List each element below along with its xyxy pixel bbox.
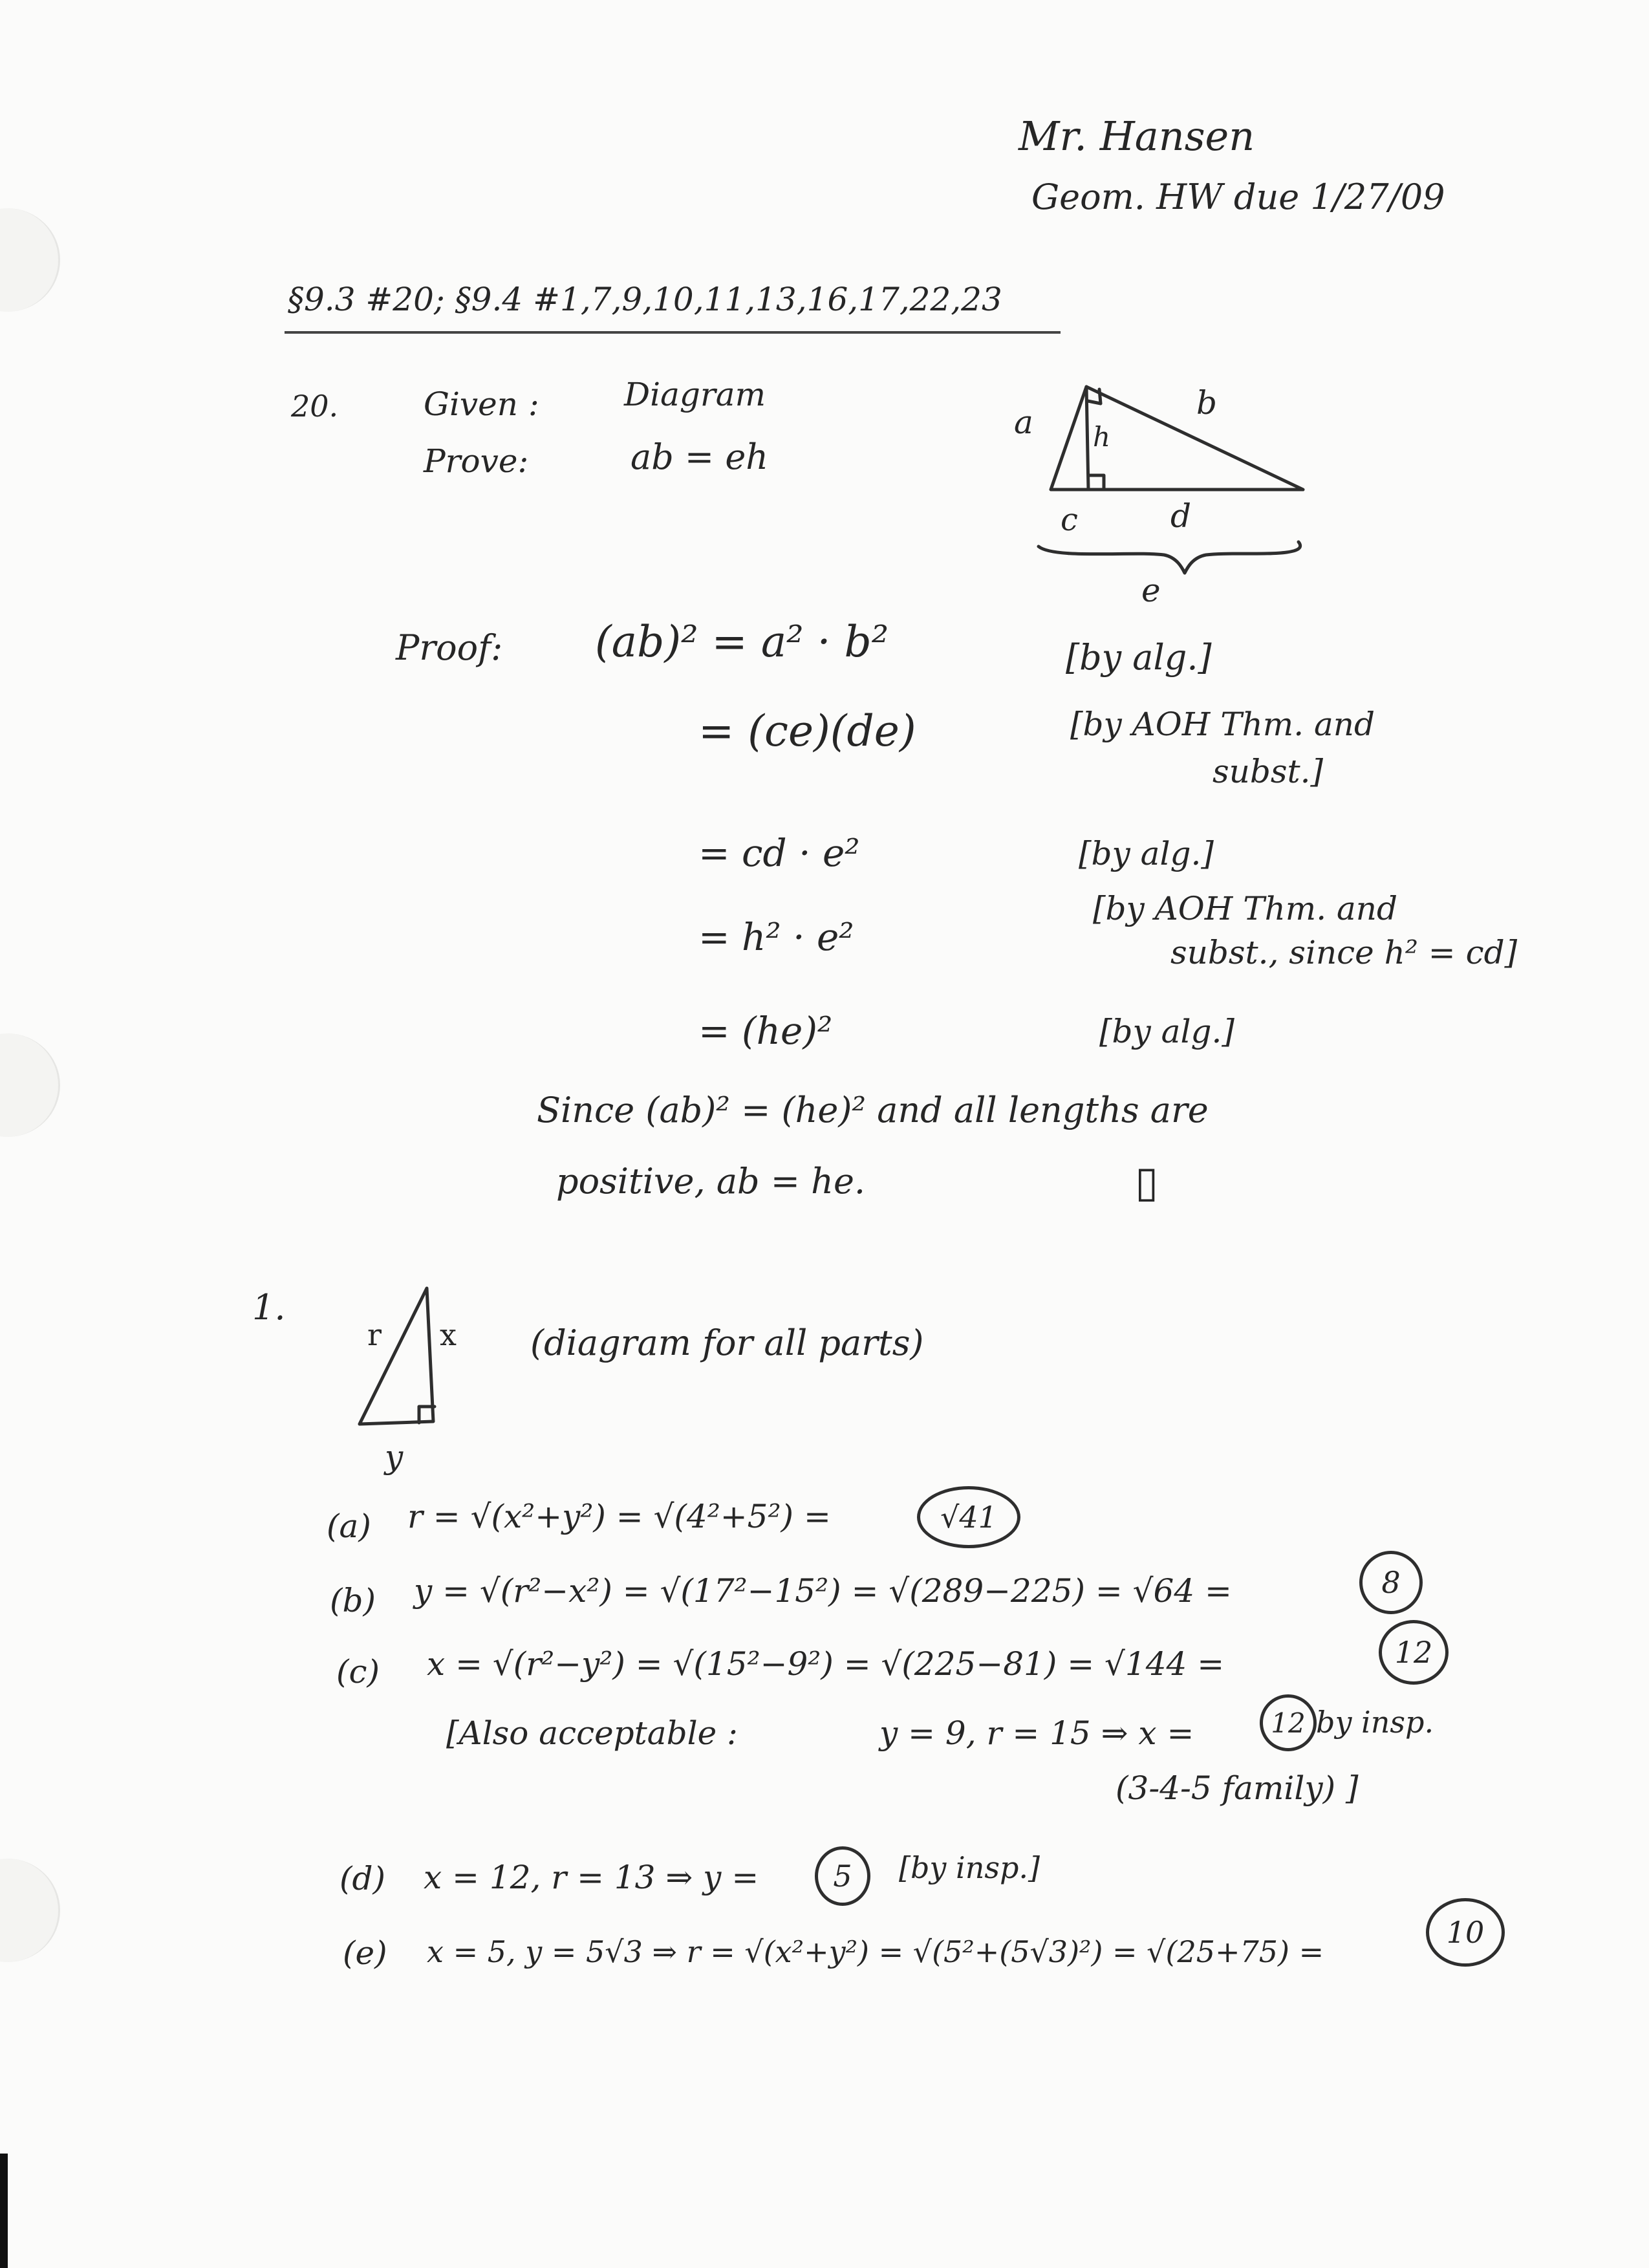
problem-1-number: 1. (252, 1287, 286, 1328)
proof-step-5: = (he)² (698, 1009, 833, 1053)
part-b-answer-circle (1359, 1551, 1423, 1614)
also-acceptable-label: [Also acceptable : (446, 1714, 738, 1752)
binding-edge-mark (0, 2154, 8, 2268)
part-a-label: (a) (327, 1507, 371, 1545)
also-answer: 12 (1271, 1707, 1306, 1739)
problem-20-number: 20. (291, 389, 339, 424)
triangle-outline (360, 1288, 433, 1424)
course-due-line: Geom. HW due 1/27/09 (1031, 177, 1445, 217)
brace-e (1039, 542, 1300, 573)
proof-reason-3: [by alg.] (1079, 835, 1214, 872)
proof-step-1: (ab)² = a² · b² (595, 617, 889, 667)
proof-reason-2: [by AOH Thm. and (1070, 706, 1375, 743)
proof-reason-4b: subst., since h² = cd] (1170, 934, 1518, 971)
part-c-label: (c) (336, 1653, 380, 1690)
proof-step-4: = h² · e² (698, 915, 854, 959)
punch-hole-middle (0, 1033, 60, 1137)
proof-reason-5: [by alg.] (1099, 1013, 1234, 1050)
part-b-label: (b) (330, 1582, 376, 1619)
part-b-work: y = √(r²−x²) = √(17²−15²) = √(289−225) = √64 = (414, 1572, 1232, 1610)
qed-box: ▯ (1135, 1157, 1159, 1207)
assignment-line: §9.3 #20; §9.4 #1,7,9,10,11,13,16,17,22,23 (288, 281, 1002, 318)
part-e-work: x = 5, y = 5√3 ⇒ r = √(x²+y²) = √(5²+(5√3)²) = √(25+75) = (427, 1934, 1324, 1969)
punch-hole-top (0, 208, 60, 312)
also-family-note: (3-4-5 family) ] (1116, 1769, 1359, 1807)
part-c-answer: 12 (1394, 1635, 1433, 1670)
label-b: b (1196, 384, 1218, 422)
also-by-inspection: by insp. (1316, 1705, 1434, 1740)
given-label: Given : (424, 385, 539, 423)
proof-reason-1: [by alg.] (1066, 637, 1212, 678)
part-e-label: (e) (343, 1934, 387, 1972)
label-r: r (367, 1317, 382, 1352)
part-e-answer-circle (1426, 1898, 1505, 1967)
given-value: Diagram (624, 376, 766, 413)
problem-1-triangle-diagram (356, 1274, 485, 1487)
part-e-answer: 10 (1446, 1915, 1485, 1950)
proof-step-3: = cd · e² (698, 831, 860, 875)
prove-label: Prove: (424, 442, 529, 480)
diagram-note: (diagram for all parts) (530, 1323, 924, 1363)
also-answer-circle (1260, 1694, 1317, 1751)
proof-conclusion-line-2: positive, ab = he. (556, 1161, 866, 1202)
header-underline (285, 331, 1061, 334)
label-e: e (1141, 572, 1161, 609)
proof-conclusion-line-1: Since (ab)² = (he)² and all lengths are (537, 1090, 1209, 1130)
label-a: a (1014, 404, 1033, 441)
part-c-work: x = √(r²−y²) = √(15²−9²) = √(225−81) = √144 = (427, 1645, 1225, 1683)
part-d-label: (d) (339, 1860, 386, 1897)
prove-value: ab = eh (630, 437, 769, 477)
part-a-answer: √41 (940, 1500, 997, 1535)
part-d-work: x = 12, r = 13 ⇒ y = (424, 1859, 759, 1896)
part-d-note: [by insp.] (899, 1850, 1040, 1885)
proof-step-2: = (ce)(de) (698, 706, 916, 756)
label-y: y (385, 1438, 404, 1476)
label-x: x (440, 1317, 457, 1352)
part-d-answer-circle (815, 1846, 870, 1906)
part-a-work: r = √(x²+y²) = √(4²+5²) = (407, 1498, 831, 1535)
proof-label: Proof: (396, 627, 503, 668)
punch-hole-bottom (0, 1859, 60, 1962)
part-b-answer: 8 (1381, 1565, 1401, 1600)
also-acceptable-work: y = 9, r = 15 ⇒ x = (879, 1714, 1194, 1752)
part-a-answer-circle (917, 1486, 1020, 1548)
label-d: d (1170, 497, 1192, 535)
label-c: c (1061, 502, 1078, 538)
part-d-answer: 5 (833, 1859, 852, 1894)
problem-20-triangle-diagram (1009, 375, 1345, 621)
label-h: h (1093, 421, 1111, 453)
proof-reason-4: [by AOH Thm. and (1093, 890, 1398, 927)
part-c-answer-circle (1379, 1620, 1449, 1685)
proof-reason-2b: subst.] (1212, 753, 1324, 790)
right-angle-mark-foot (1088, 475, 1104, 490)
teacher-name: Mr. Hansen (1018, 113, 1255, 160)
